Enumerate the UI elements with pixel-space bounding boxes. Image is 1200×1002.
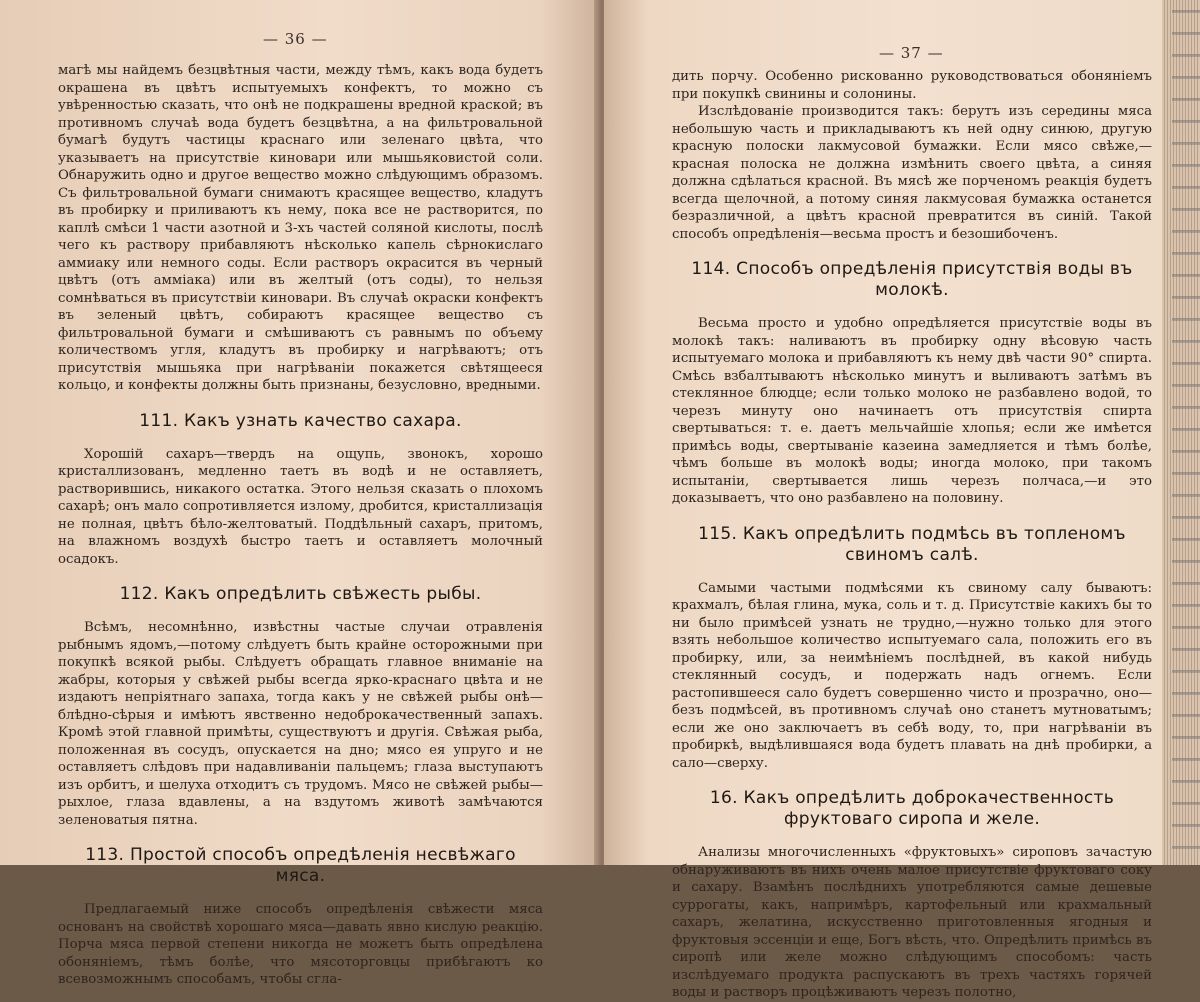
section-heading-115: 115. Какъ опредѣлить подмѣсь въ топленомъ свиномъ салѣ. [698, 523, 1126, 565]
section-113-paragraph: Предлагаемый ниже способъ опредѣленія свѣжести мяса основанъ на свойствѣ хорошаго мяса—давать явно кислую реакцію. Порча мяса первой степени никогда не можетъ быть опредѣлена обоняніемъ, тѣмъ болѣе, что мясоторговцы прибѣгаютъ ко всевозможнымъ способамъ, чтобы сгла- [58, 902, 543, 987]
left-page-text-column [58, 62, 543, 989]
litmus-method-paragraph: Изслѣдованіе производится такъ: берутъ изъ середины мяса небольшую часть и прикладываютъ къ ней одну синюю, другую красную полоски лакмусовой бумажки. Если мясо свѣже,—красная полоска не должна измѣнить своего цвѣта, а синяя должна сдѣлаться красной. Въ мясѣ же порченомъ реакція будетъ всегда щелочной, а потому синяя лакмусовая бумажка останется безразличной, а цвѣтъ красной превратится въ синій. Такой способъ опредѣленія—весьма простъ и безошибоченъ. [672, 104, 1152, 242]
section-114-paragraph: Весьма просто и удобно опредѣляется присутствіе воды въ молокѣ такъ: наливаютъ въ пробирку одну вѣсовую часть испытуемаго молока и прибавляютъ къ нему двѣ части 90° спирта. Смѣсь взбалтываютъ нѣсколько минутъ и выливаютъ затѣмъ въ стеклянное блюдце; если только молоко не разбавлено водой, то черезъ минуту оно начинаетъ отъ присутствія спирта свертываться: т. е. даетъ мельчайшіе хлопья; если же имѣется примѣсь воды, свертываніе казеина замедляется и тѣмъ болѣе, чѣмъ больше въ молокѣ воды; иногда молоко, при такомъ испытаніи, свертывается лишь черезъ полчаса,—и это доказываетъ, что оно разбавлено на половину. [672, 316, 1152, 506]
page-number-left: — 36 — [263, 30, 328, 48]
section-111-paragraph: Хорошій сахаръ—твердъ на ощупь, звонокъ, хорошо кристаллизованъ, медленно таетъ въ водѣ и не оставляетъ, растворившись, никакого остатка. Этого нельзя сказать о плохомъ сахарѣ; онъ мало сопротивляется излому, дробится, кристаллизація не полная, цвѣтъ бѣло-желтоватый. Поддѣльный сахаръ, притомъ, на влажномъ воздухѣ быстро таетъ и оставляетъ молочный осадокъ. [58, 446, 543, 567]
section-116-paragraph: Анализы многочисленныхъ «фруктовыхъ» сироповъ зачастую обнаруживаютъ въ нихъ очень малое присутствіе фруктоваго соку и сахару. Взамѣнъ послѣднихъ употребляются самые дешевые суррогаты, какъ, напримѣръ, картофельный или крахмальный сахаръ, желатина, искусственно приготовленныя ягодныя и фруктовыя эссенціи и еще, Богъ вѣсть, что. Опредѣлить примѣсь въ сиропѣ или желе можно слѣдующимъ способомъ: часть изслѣдуемаго продукта распускаютъ въ трехъ частяхъ горячей воды и растворъ процѣживаютъ черезъ полотно, [672, 845, 1152, 1000]
section-heading-112: 112. Какъ опредѣлить свѣжесть рыбы. [119, 584, 482, 604]
section-115-paragraph: Самыми частыми подмѣсями къ свиному салу бываютъ: крахмалъ, бѣлая глина, мука, соль и т. д. Присутствіе какихъ бы то ни было примѣсей узнать не трудно,—нужно только для этого взять небольшое количество испытуемаго сала, положить его въ пробирку, или, за неимѣніемъ послѣдней, въ какой нибудь стеклянный сосудъ, и подержать надъ огнемъ. Если растопившееся сало будетъ совершенно чисто и прозрачно, оно—безъ подмѣсей, въ противномъ случаѣ оно станетъ мутноватымъ; если же оно заключаетъ въ себѣ воду, то, при нагрѣваніи въ пробиркѣ, выдѣлившаяся вода будетъ плавать на днѣ пробирки, а сало—сверху. [672, 580, 1152, 771]
binder-spiral [1172, 0, 1200, 865]
section-112-paragraph: Всѣмъ, несомнѣнно, извѣстны частые случаи отравленія рыбнымъ ядомъ,—потому слѣдуетъ быть крайне осторожными при покупкѣ всякой рыбы. Слѣдуетъ обращать главное вниманіе на жабры, которыя у свѣжей рыбы всегда ярко-краснаго цвѣта и не издаютъ непріятнаго запаха, тогда какъ у не свѣжей рыбы онѣ—блѣдно-сѣрыя и имѣютъ явственно недоброкачественный запахъ. Кромѣ этой главной примѣты, существуютъ и другія. Свѣжая рыба, положенная въ сосудъ, опускается на дно; мясо ея упруго и не оставляетъ слѣдовъ при надавливаніи пальцемъ; глаза выступаютъ изъ орбитъ, и шелуха отходитъ съ трудомъ. Мясо не свѣжей рыбы—рыхлое, глаза вдавлены, а на вздутомъ животѣ замѣчаются зеленоватыя пятна. [58, 620, 543, 828]
right-page [604, 0, 1162, 1000]
left-page [0, 0, 600, 987]
right-page-text-column [672, 68, 1152, 1002]
section-heading-114: 114. Способъ опредѣленія присутствія воды въ молокѣ. [691, 259, 1133, 300]
page-number-right: — 37 — [879, 44, 944, 62]
section-heading-113: 113. Простой способъ опредѣленія несвѣжаго мяса. [85, 845, 516, 886]
section-heading-111: 111. Какъ узнать качество сахара. [139, 410, 462, 431]
continuation-paragraph: магѣ мы найдемъ безцвѣтныя части, между тѣмъ, какъ вода будетъ окрашена въ цвѣтъ испытуемыхъ конфектъ, то можно съ увѣренностью сказать, что онѣ не подкрашены вредной краской; въ противномъ случаѣ вода будетъ безцвѣтна, а на фильтровальной бумагѣ будутъ частицы краснаго или зеленаго цвѣта, что указываетъ на присутствіе киновари или мышьяковистой соли. Обнаружить одно и другое вещество можно слѣдующимъ образомъ. Съ фильтровальной бумаги снимаютъ красящее вещество, кладутъ въ пробирку и приливаютъ къ нему, пока все не растворится, по каплѣ смѣси 1 части азотной и 3-хъ частей соляной кислоты, послѣ чего къ раствору прибавляютъ нѣсколько капель сѣрнокислаго аммиаку или немного соды. Если растворъ окрасится въ черный цвѣтъ (отъ аммiака) или въ желтый (отъ соды), то нельзя сомнѣваться въ присутствіи киновари. Въ случаѣ окраски конфектъ въ зеленый цвѣтъ, собираютъ красящее вещество съ фильтровальной бумаги и смѣшиваютъ съ равнымъ по объему количествомъ угля, кладутъ въ пробирку и нагрѣваютъ; отъ присутствія мышьяка при нагрѣваніи покажется свѣтящееся кольцо, и конфекты должны быть признаны, безусловно, вредными. [58, 63, 543, 393]
continuation-paragraph: дить порчу. Особенно рискованно руководствоваться обоняніемъ при покупкѣ свинины и солонины. [672, 69, 1152, 102]
section-heading-116: 16. Какъ опредѣлить доброкачественность фруктоваго сиропа и желе. [709, 788, 1115, 829]
